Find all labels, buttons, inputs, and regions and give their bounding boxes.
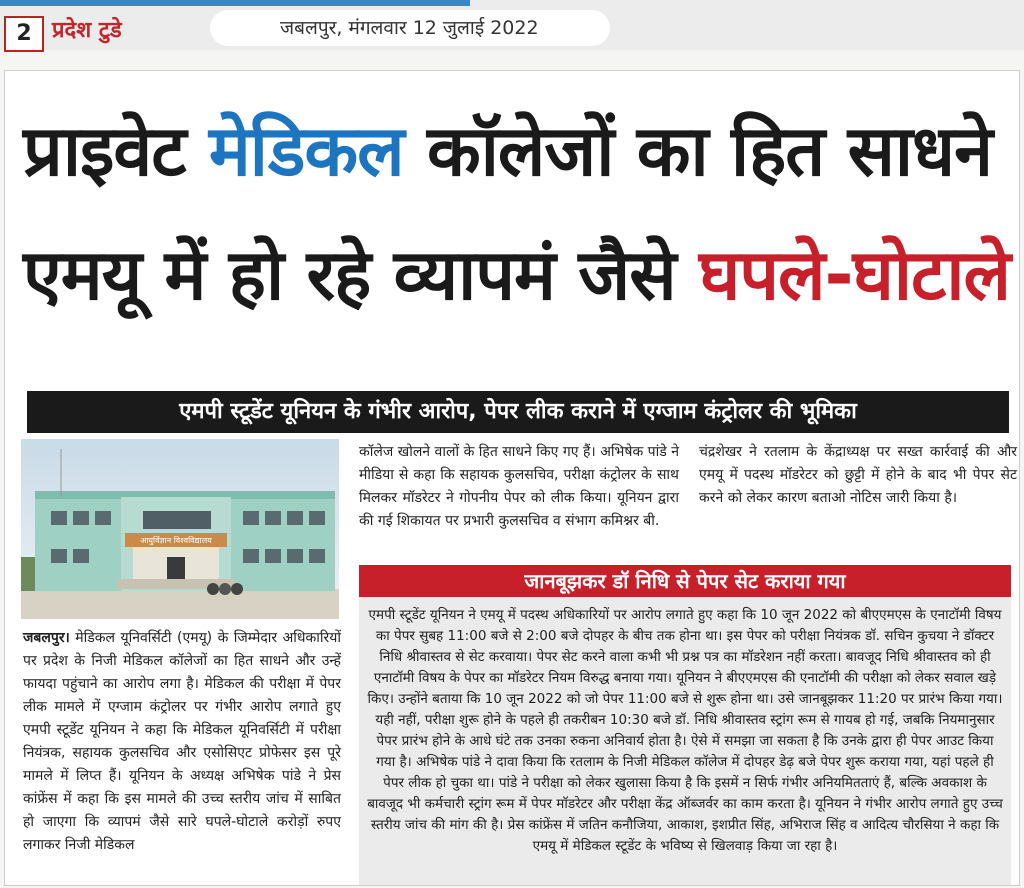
headline-line-2 bbox=[23, 229, 1013, 321]
headline-line1-part1: प्राइवेट bbox=[23, 110, 209, 192]
subheadline: एमपी स्टूडेंट यूनियन के गंभीर आरोप, पेपर लीक कराने में एग्जाम कंट्रोलर की भूमिका bbox=[27, 391, 1009, 433]
masthead-bar bbox=[0, 0, 1024, 50]
article-column-2: कॉलेज खोलने वालों के हित साधने किए गए हैं। अभिषेक पांडे ने मीडिया से कहा कि सहायक कुलसचिव, परीक्षा कंट्रोलर के साथ मिलकर मॉडरेटर ने गोपनीय पेपर को लीक किया। यूनियन द्वारा की गई शिकायत पर प्रभारी कुलसचिव व संभाग कमिश्नर बी. bbox=[359, 444, 679, 529]
article-column-3: चंद्रशेखर ने रतलाम के केंद्राध्यक्ष पर सख्त कार्रवाई की और एमयू में पदस्थ मॉडरेटर को छुट्टी में होने के बाद भी पेपर सेट करने को लेकर कारण बताओ नोटिस जारी किया है। bbox=[699, 444, 1017, 506]
headline-line1-highlight: मेडिकल bbox=[208, 110, 404, 192]
headline-line-1 bbox=[23, 105, 1013, 197]
headline-line2-highlight: घपले-घोटाले bbox=[698, 234, 1010, 316]
article-column-1 bbox=[23, 627, 341, 857]
headline-line2-part1: एमयू में हो रहे व्यापमं जैसे bbox=[23, 234, 699, 316]
dateline: जबलपुर, मंगलवार 12 जुलाई 2022 bbox=[210, 10, 610, 46]
university-building-photo bbox=[21, 439, 339, 619]
sidebar-box-heading: जानबूझकर डॉ निधि से पेपर सेट कराया गया bbox=[359, 565, 1011, 597]
sidebar-box-text: एमपी स्टूडेंट यूनियन ने एमयू में पदस्थ अधिकारियों पर आरोप लगाते हुए कहा कि 10 जून 2022 को बीएएमएस के एनाटॉमी विषय का पेपर सुबह 11:00 बजे से 2:00 बजे दोपहर के बीच तक होना था। इस पेपर को परीक्षा नियंत्रक डॉ. सचिन कुचया ने डॉक्टर निधि श्रीवास्तव से सेट करवाया। पेपर सेट करने वाला कभी भी प्रश्न पत्र का मॉडरेशन नहीं करता। बावजूद निधि श्रीवास्तव को ही एनाटॉमी विषय के पेपर का मॉडरेटर नियम विरुद्ध बनाया गया। यूनियन ने बीएएमएस की एनाटॉमी की परीक्षा को लेकर सवाल खड़े किए। उन्होंने बताया कि 10 जून 2022 को जो पेपर 11:00 बजे से शुरू होना था। उसे जानबूझकर 11:20 पर प्रारंभ किया गया। यही नहीं, परीक्षा शुरू होने के पहले ही तकरीबन 10:30 बजे डॉ. निधि श्रीवास्तव स्ट्रांग रूम से गायब हो गई, जबकि नियमानुसार पेपर प्रारंभ होने के आधे घंटे तक उनका रुकना अनिवार्य होता है। ऐसे में समझा जा सकता है कि उनके द्वारा ही पेपर आउट किया गया है। अभिषेक पांडे ने दावा किया कि रतलाम के निजी मेडिकल कॉलेज में दोपहर डेढ़ बजे पेपर शुरू कराया गया, यहां पहले ही पेपर लीक हो चुका था। पांडे ने परीक्षा को लेकर खुलासा किया है कि इसमें न सिर्फ गंभीर अनियमितताएं हैं, बल्कि अवकाश के बावजूद भी कर्मचारी स्ट्रांग रूम में पेपर मॉडरेटर और परीक्षा केंद्र ऑब्जर्वर का काम करता है। यूनियन ने गंभीर आरोप लगाते हुए उच्च स्तरीय जांच की मांग की है। प्रेस कांफ्रेंस में जतिन कनौजिया, आकाश, इशप्रीत सिंह, अभिराज सिंह व आदित्य चौरसिया ने कहा कि एमयू में मेडिकल स्टूडेंट के भविष्य से खिलवाड़ किया जा रहा है। bbox=[367, 607, 1003, 854]
news-article bbox=[4, 70, 1020, 886]
building-sign-text: आयुर्विज्ञान विश्वविद्यालय bbox=[140, 536, 212, 545]
building-illustration bbox=[21, 439, 339, 619]
article-column-1-text: मेडिकल यूनिवर्सिटी (एमयू) के जिम्मेदार अधिकारियों पर प्रदेश के निजी मेडिकल कॉलेजों का हित साधने और उन्हें फायदा पहुंचाने का आरोप लगा है। मेडिकल की परीक्षा में पेपर लीक मामले में एग्जाम कंट्रोलर पर गंभीर आरोप लगाते हुए एमपी स्टूडेंट यूनियन ने कहा कि मेडिकल यूनिवर्सिटी में परीक्षा नियंत्रक, सहायक कुलसचिव और एसोसिएट प्रोफेसर इस पूरे मामले में लिप्त हैं। यूनियन के अध्यक्ष अभिषेक पांडे ने प्रेस कांफ्रेंस में कहा कि इस मामले की उच्च स्तरीय जांच में साबित हो जाएगा कि व्यापमं जैसे सारे घपले-घोटाले करोड़ों रुपए लगाकर निजी मेडिकल bbox=[23, 630, 341, 853]
sidebar-box bbox=[359, 565, 1011, 885]
article-dateline-lead: जबलपुर। bbox=[23, 630, 70, 646]
page-number: 2 bbox=[4, 16, 44, 52]
headline-line1-part2: कॉलेजों का हित साधने bbox=[403, 110, 992, 192]
masthead-accent-strip bbox=[0, 0, 470, 6]
newspaper-brand: प्रदेश टुडे bbox=[52, 18, 122, 43]
